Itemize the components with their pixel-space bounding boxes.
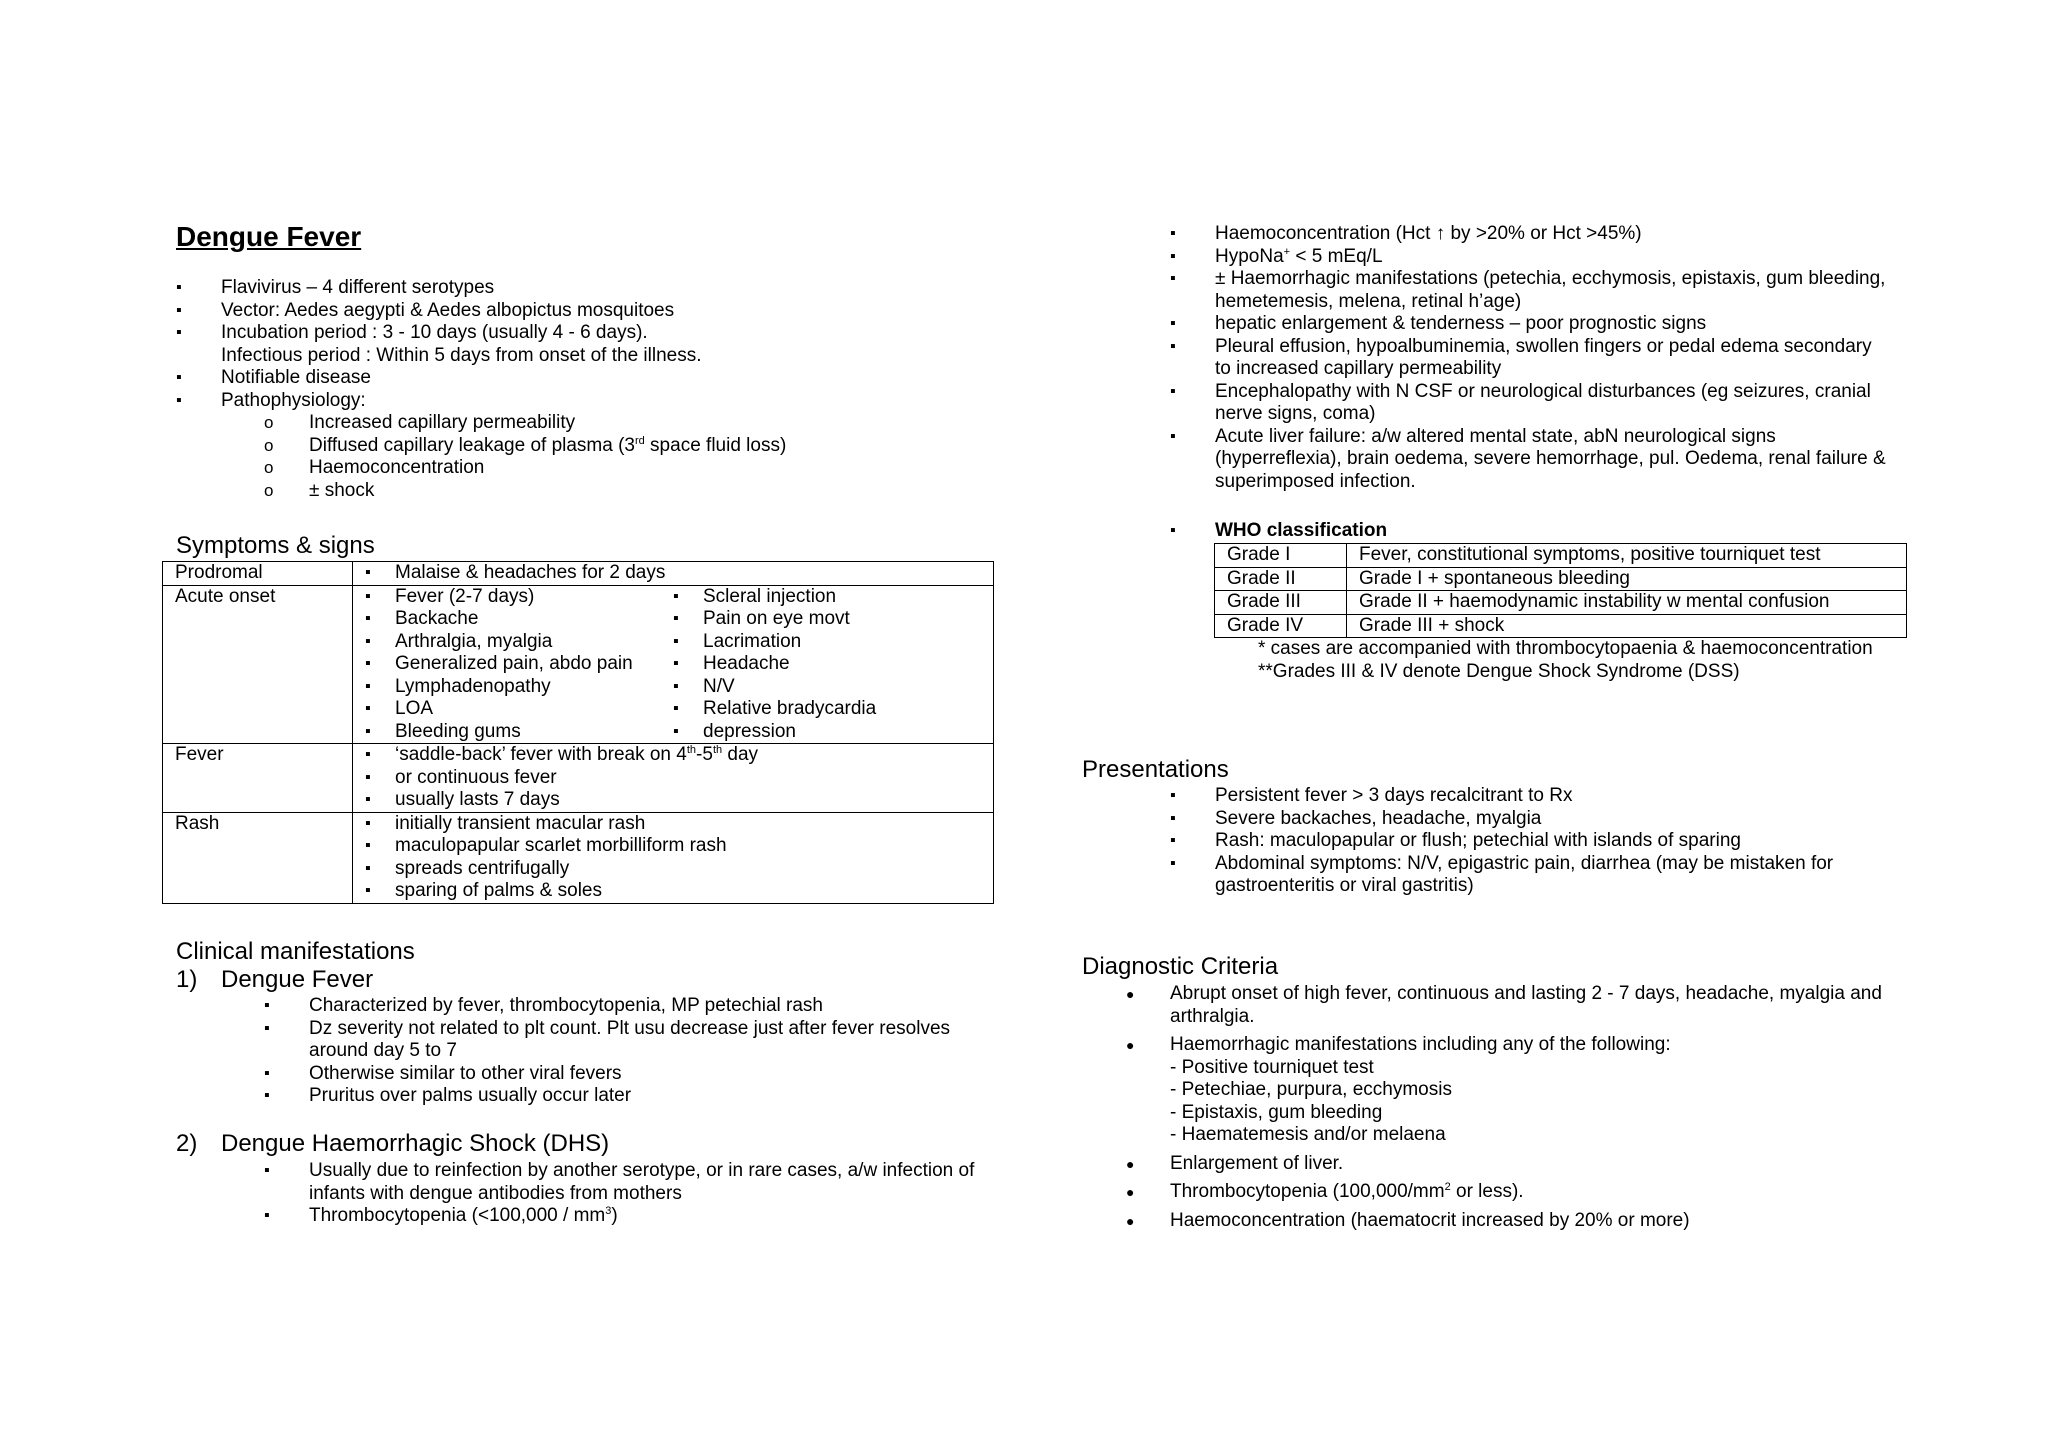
who-note: **Grades III & IV denote Dengue Shock Syndrome (DSS) [1258, 660, 1740, 682]
superscript: th [712, 744, 723, 756]
list-item: ▪ Relative bradycardia [673, 698, 981, 721]
list-item: ▪ depression [673, 721, 981, 744]
list-item: o ± shock [264, 480, 1006, 503]
row-content [353, 585, 994, 744]
item-number: 2) [176, 1130, 198, 1157]
intro-list [176, 277, 1006, 412]
list-item: ▪ Haemoconcentration (Hct ↑ by >20% or Hct >45%) [1170, 223, 1890, 246]
symptoms-table [162, 561, 994, 904]
list-item [365, 744, 981, 767]
list-item: ▪ N/V [673, 676, 981, 699]
list-item: ▪ Generalized pain, abdo pain [365, 653, 673, 676]
list-item: ▪ spreads centrifugally [365, 858, 981, 881]
fever-text: -5 [696, 744, 713, 765]
clinical-heading: Clinical manifestations [176, 938, 415, 965]
acute-left-list [365, 586, 673, 744]
acute-right-list [673, 586, 981, 744]
hypona-tail: < 5 mEq/L [1290, 245, 1383, 267]
row-label: Prodromal [163, 562, 353, 586]
list-item: ▪ Otherwise similar to other viral fevers [264, 1063, 984, 1086]
superscript: 2 [1444, 1181, 1451, 1193]
table-row [163, 562, 994, 586]
infectious-text: Infectious period : Within 5 days from onset of the illness. [221, 344, 702, 366]
list-item: ▪ WHO classification [1170, 520, 1890, 543]
presentations-list [1170, 785, 1890, 898]
superscript: + [1283, 245, 1291, 258]
pathophysiology-list [176, 412, 1006, 502]
dhs-subheading [176, 1130, 609, 1158]
thrombo-text: Thrombocytopenia (100,000/mm [1170, 1181, 1445, 1202]
list-item: ▪ Pruritus over palms usually occur later [264, 1085, 984, 1108]
presentations-heading: Presentations [1082, 756, 1229, 783]
hypona-text: HypoNa [1215, 245, 1284, 267]
list-item [176, 322, 1006, 367]
intro-section [176, 277, 1006, 502]
list-item: ▪ Notifiable disease [176, 367, 1006, 390]
list-item: ▪ Headache [673, 653, 981, 676]
list-item [264, 435, 1006, 458]
fever-text: ‘saddle-back’ fever with break on 4 [395, 744, 687, 765]
description-cell: Grade III + shock [1347, 614, 1907, 638]
table-row [163, 744, 994, 813]
list-item [264, 1205, 984, 1228]
list-item: ▪ Lacrimation [673, 631, 981, 654]
grade-cell: Grade I [1215, 544, 1347, 568]
list-item: ▪ usually lasts 7 days [365, 789, 981, 812]
table-row [163, 585, 994, 744]
list-item: ● Haemorrhagic manifestations including any of the following: - Positive tourniquet test - Petechiae, purpura, ecchymosis - Epistaxis, gum bleeding - Haematemesis and/or melaena [1082, 1034, 1902, 1147]
item-number: 1) [176, 966, 198, 993]
list-item: ▪ Rash: maculopapular or flush; petechial with islands of sparing [1170, 830, 1890, 853]
dengue-fever-list [264, 995, 984, 1108]
row-content [353, 744, 994, 813]
superscript: rd [635, 434, 645, 447]
list-item: ▪ Acute liver failure: a/w altered mental state, abN neurological signs (hyperreflexia), brain oedema, severe hemorrhage, pul. Oedema, renal failure & superimposed infection. [1170, 426, 1890, 494]
list-item: ▪ initially transient macular rash [365, 813, 981, 836]
subheading-text: Dengue Haemorrhagic Shock (DHS) [221, 1130, 610, 1157]
list-item: ▪ Usually due to reinfection by another serotype, or in rare cases, a/w infection of infants with dengue antibodies from mothers [264, 1160, 984, 1205]
leakage-tail: space fluid loss) [644, 434, 787, 456]
list-item: ▪ Persistent fever > 3 days recalcitrant to Rx [1170, 785, 1890, 808]
list-item: ▪ Scleral injection [673, 586, 981, 609]
table-row [1215, 614, 1907, 638]
list-item: ● Enlargement of liver. [1082, 1153, 1902, 1176]
list-item: ▪ LOA [365, 698, 673, 721]
list-item: ▪ Pathophysiology: [176, 390, 1006, 413]
row-label: Fever [163, 744, 353, 813]
list-item: o Haemoconcentration [264, 457, 1006, 480]
list-item: ▪ Abdominal symptoms: N/V, epigastric pain, diarrhea (may be mistaken for gastroenteritis or viral gastritis) [1170, 853, 1890, 898]
list-item: ▪ Pleural effusion, hypoalbuminemia, swollen fingers or pedal edema secondary to increased capillary permeability [1170, 336, 1890, 381]
list-item: ▪ ± Haemorrhagic manifestations (petechia, ecchymosis, epistaxis, gum bleeding, hemetemesis, melena, retinal h’age) [1170, 268, 1890, 313]
list-item: ▪ Backache [365, 608, 673, 631]
description-cell: Grade II + haemodynamic instability w mental confusion [1347, 591, 1907, 615]
list-item: ▪ Severe backaches, headache, myalgia [1170, 808, 1890, 831]
subheading-text: Dengue Fever [221, 966, 374, 993]
page-title: Dengue Fever [176, 221, 362, 252]
list-item: ▪ Fever (2-7 days) [365, 586, 673, 609]
table-row [1215, 567, 1907, 591]
thrombo-tail: or less). [1450, 1181, 1524, 1202]
list-item: ▪ maculopapular scarlet morbilliform rash [365, 835, 981, 858]
thrombocytopenia-tail: ) [611, 1205, 618, 1226]
list-item: ▪ or continuous fever [365, 767, 981, 790]
incubation-text: Incubation period : 3 - 10 days (usually 4 - 6 days). [221, 322, 648, 343]
grade-cell: Grade III [1215, 591, 1347, 615]
row-content [353, 812, 994, 903]
list-item: ▪ Malaise & headaches for 2 days [365, 562, 981, 585]
list-item: ▪ Encephalopathy with N CSF or neurological disturbances (eg seizures, cranial nerve signs, coma) [1170, 381, 1890, 426]
who-table [1214, 543, 1907, 638]
superscript: th [686, 744, 697, 756]
list-item: ▪ Pain on eye movt [673, 608, 981, 631]
list-item [1082, 1181, 1902, 1204]
dhs-continued-list [1170, 223, 1890, 493]
description-cell: Grade I + spontaneous bleeding [1347, 567, 1907, 591]
list-item: ▪ Arthralgia, myalgia [365, 631, 673, 654]
list-item [1170, 246, 1890, 269]
grade-cell: Grade II [1215, 567, 1347, 591]
list-item: ▪ Vector: Aedes aegypti & Aedes albopictus mosquitoes [176, 300, 1006, 323]
list-item: ▪ Characterized by fever, thrombocytopenia, MP petechial rash [264, 995, 984, 1018]
dhs-list [264, 1160, 984, 1228]
superscript: 3 [605, 1205, 612, 1217]
list-item: ▪ hepatic enlargement & tenderness – poor prognostic signs [1170, 313, 1890, 336]
who-table-block [1082, 543, 1907, 683]
thrombocytopenia-text: Thrombocytopenia (<100,000 / mm [309, 1205, 606, 1226]
table-row [1215, 544, 1907, 568]
who-note: * cases are accompanied with thrombocytopaenia & haemoconcentration [1258, 638, 1873, 659]
row-content [353, 562, 994, 586]
description-cell: Fever, constitutional symptoms, positive tourniquet test [1347, 544, 1907, 568]
list-item: ● Haemoconcentration (haematocrit increased by 20% or more) [1082, 1210, 1902, 1233]
list-item: ● Abrupt onset of high fever, continuous and lasting 2 - 7 days, headache, myalgia and arthralgia. [1082, 983, 1902, 1028]
grade-cell: Grade IV [1215, 614, 1347, 638]
table-row [1215, 591, 1907, 615]
diagnostic-heading: Diagnostic Criteria [1082, 953, 1279, 980]
list-item: ▪ Bleeding gums [365, 721, 673, 744]
who-list [1170, 520, 1890, 543]
leakage-text: Diffused capillary leakage of plasma (3 [309, 434, 635, 456]
diagnostic-list [1082, 983, 1902, 1238]
fever-text: day [722, 744, 759, 765]
list-item: o Increased capillary permeability [264, 412, 1006, 435]
row-label: Rash [163, 812, 353, 903]
table-row [163, 812, 994, 903]
list-item: ▪ sparing of palms & soles [365, 880, 981, 903]
symptoms-heading: Symptoms & signs [176, 532, 375, 559]
row-label: Acute onset [163, 585, 353, 744]
list-item: ▪ Lymphadenopathy [365, 676, 673, 699]
list-item: ▪ Dz severity not related to plt count. Plt usu decrease just after fever resolves around day 5 to 7 [264, 1018, 984, 1063]
dengue-fever-subheading [176, 966, 373, 994]
list-item: ▪ Flavivirus – 4 different serotypes [176, 277, 1006, 300]
